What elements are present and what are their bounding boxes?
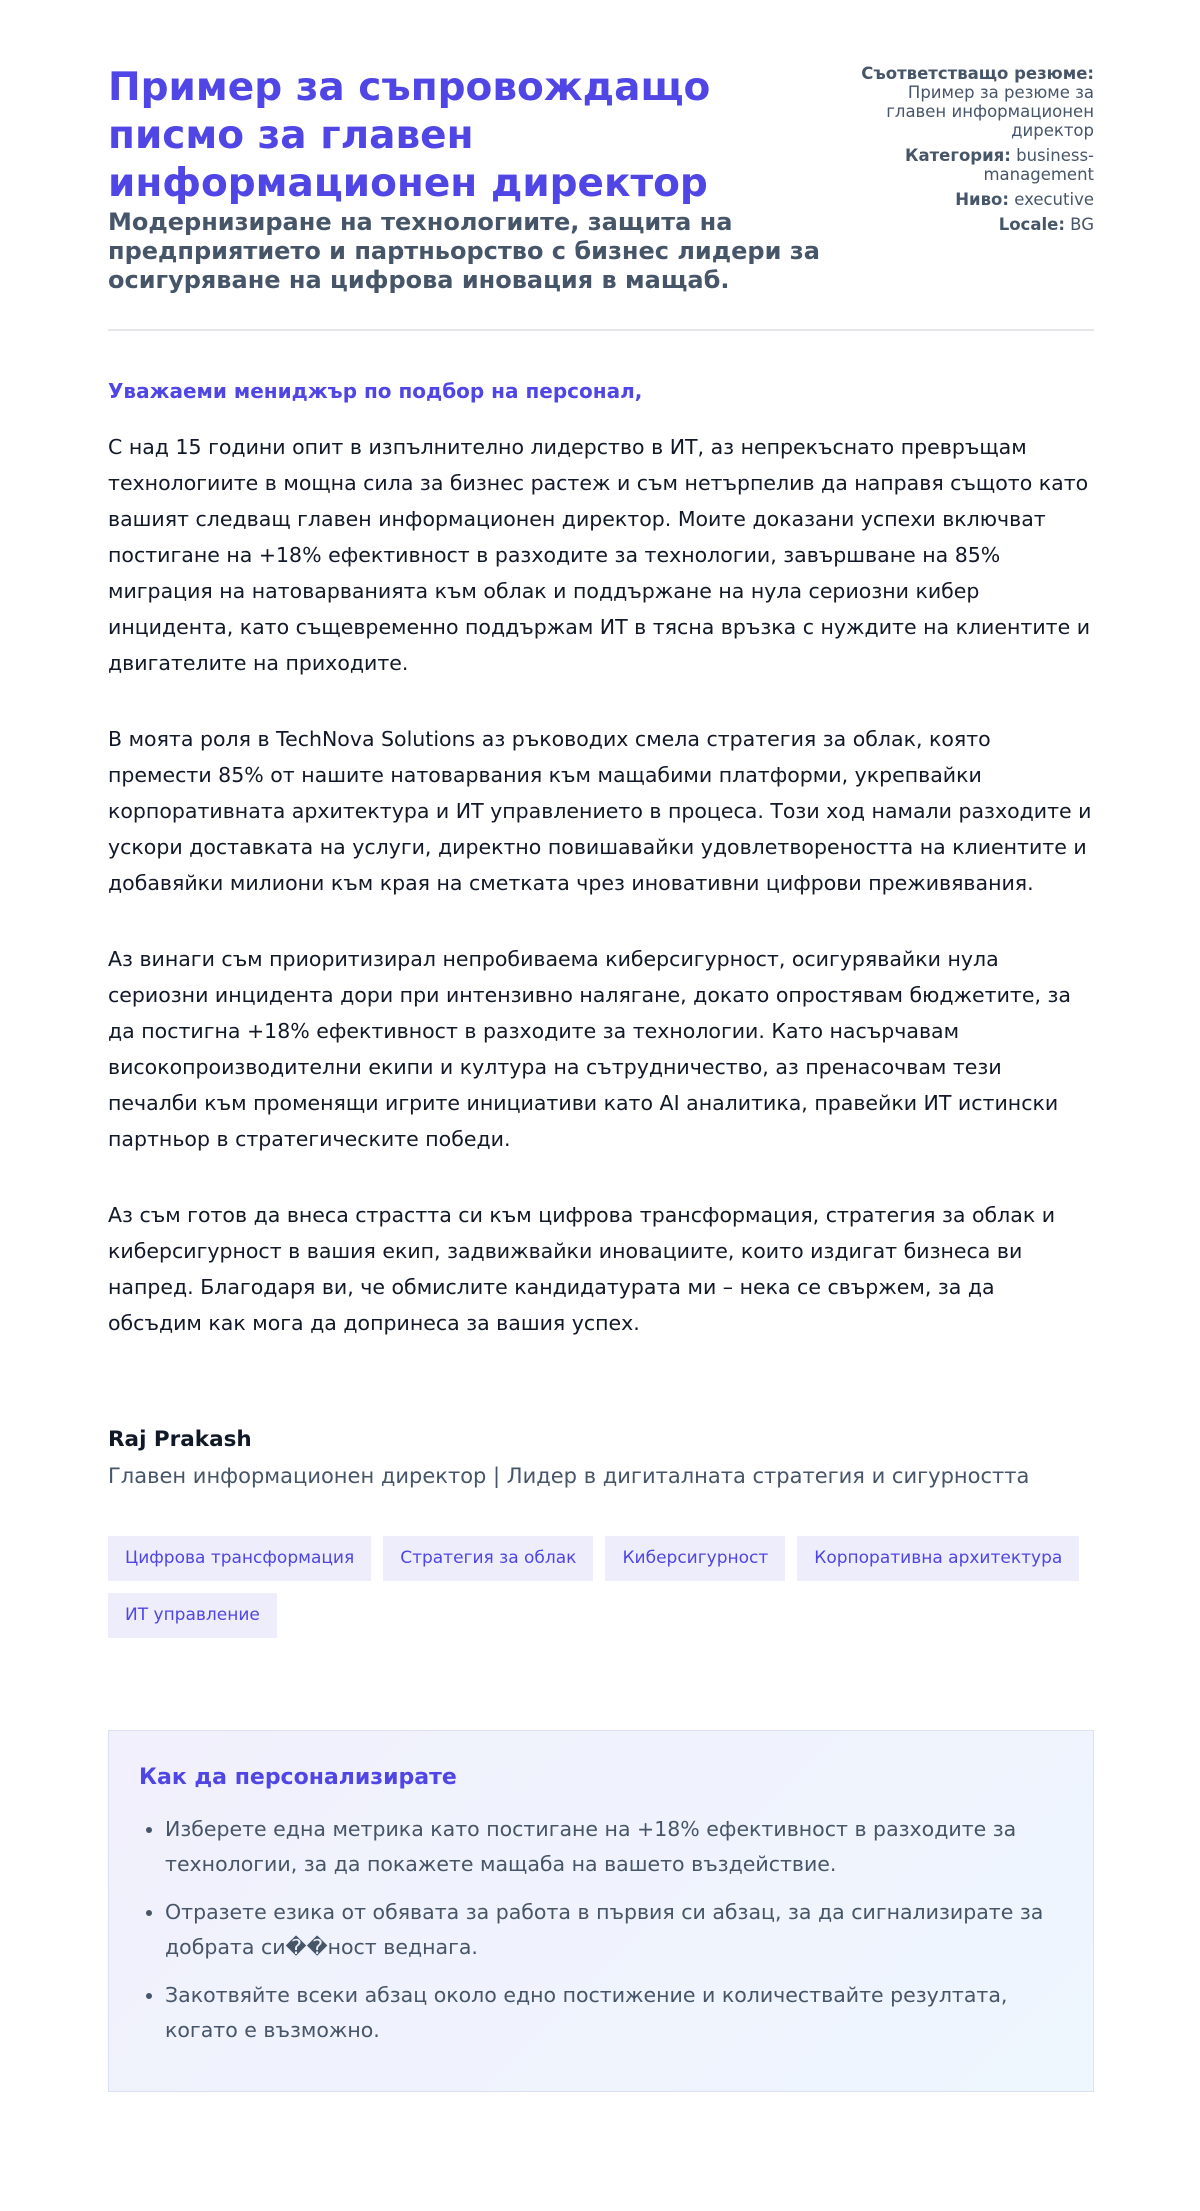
greeting: Уважаеми мениджър по подбор на персонал,	[108, 379, 643, 403]
meta-resume: Съответстващо резюме: Пример за резюме за главен информационен директор	[861, 64, 1094, 140]
meta-locale: Locale: BG	[998, 215, 1094, 234]
skill-tags	[108, 1536, 1094, 1638]
tips-title: Как да персонализирате	[139, 1765, 457, 1790]
signature-name: Raj Prakash	[108, 1427, 252, 1452]
page-subtitle: Модернизиране на технологиите, защита на предприятието и партньорство с бизнес лидери за осигуряване на цифрова иновация в мащаб.	[108, 208, 820, 294]
meta-category: Категория: business-management	[904, 146, 1094, 184]
meta-level: Ниво: executive	[955, 190, 1094, 209]
skill-tag: Цифрова трансформация	[108, 1536, 371, 1581]
tip-item: • Закотвяйте всеки абзац около едно постижение и количествайте резултата, когато е възможно.	[165, 1978, 1063, 2048]
resume-link[interactable]: Пример за резюме за главен информационен директор	[886, 83, 1094, 140]
skill-tag: Киберсигурност	[605, 1536, 785, 1581]
tip-item: • Изберете една метрика като постигане на +18% ефективност в разходите за технологии, за да покажете мащаба на вашето въздействие.	[165, 1812, 1063, 1882]
divider	[108, 329, 1094, 331]
header	[108, 64, 1094, 295]
skill-tag: ИТ управление	[108, 1593, 277, 1638]
skill-tag: Стратегия за облак	[383, 1536, 593, 1581]
signature-title: Главен информационен директор | Лидер в дигиталната стратегия и сигурността	[108, 1464, 1030, 1488]
meta-panel	[844, 64, 1094, 240]
letter-paragraph: Аз винаги съм приоритизирал непробиваема киберсигурност, осигурявайки нула сериозни инцидента дори при интензивно налягане, докато опростявам бюджетите, за да постигна +18% ефективност в разходите за технологии. Като насърчавам високопроизводителни екипи и култура на сътрудничество, аз пренасочвам тези печалби към променящи игрите инициативи като AI аналитика, правейки ИТ истински партньор в стратегическите победи.	[108, 947, 1071, 1151]
tip-item: • Отразете езика от обявата за работа в първия си абзац, за да сигнализирате за добрата си��ност веднага.	[165, 1895, 1063, 1965]
letter-paragraph: В моята роля в TechNova Solutions аз ръководих смела стратегия за облак, която премести 85% от нашите натоварвания към мащабими платформи, укрепвайки корпоративната архитектура и ИТ управлението в процеса. Този ход намали разходите и ускори доставката на услуги, директно повишавайки удовлетвореността на клиентите и добавяйки милиони към края на сметката чрез иновативни цифрови преживявания.	[108, 727, 1092, 895]
letter-paragraph: С над 15 години опит в изпълнително лидерство в ИТ, аз непрекъснато превръщам технологиите в мощна сила за бизнес растеж и съм нетърпелив да направя същото като вашият следващ главен информационен директор. Моите доказани успехи включват постигане на +18% ефективност в разходите за технологии, завършване на 85% миграция на натоварванията към облак и поддържане на нула сериозни кибер инцидента, като същевременно поддържам ИТ в тясна връзка с нуждите на клиентите и двигателите на приходите.	[108, 435, 1091, 675]
page-title: Пример за съпровождащо писмо за главен информационен директор	[108, 65, 711, 206]
personalization-tips	[108, 1730, 1094, 2092]
letter-paragraph: Аз съм готов да внеса страстта си към цифрова трансформация, стратегия за облак и киберсигурност в вашия екип, задвижвайки иновациите, които издигат бизнеса ви напред. Благодаря ви, че обмислите кандидатурата ми – нека се свържем, за да обсъдим как мога да допринеса за вашия успех.	[108, 1203, 1056, 1335]
skill-tag: Корпоративна архитектура	[797, 1536, 1079, 1581]
